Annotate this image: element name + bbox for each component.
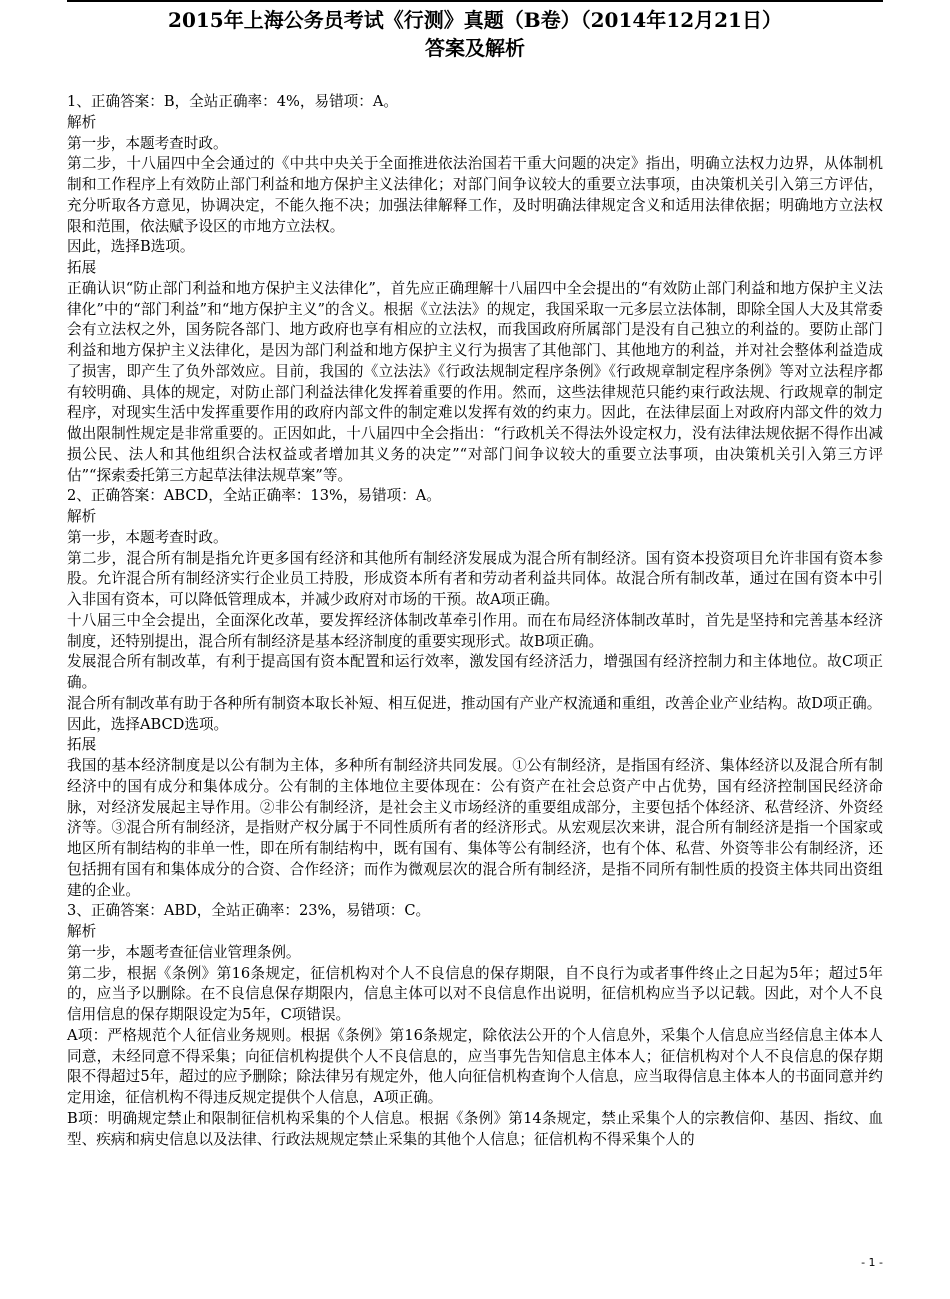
paragraph: 第二步，根据《条例》第16条规定，征信机构对个人不良信息的保存期限，自不良行为或者事件终止之日起为5年；超过5年的，应当予以删除。在不良信息保存期限内，信息主体可以对不良信息作出说明，征信机构应当予以记载。因此，对个人不良信用信息的保存期限设定为5年，C项错误。 (67, 964, 883, 1023)
page-title: 2015年上海公务员考试《行测》真题（B卷）（2014年12月21日） (168, 8, 782, 32)
paragraph: 第二步，十八届四中全会通过的《中共中央关于全面推进依法治国若干重大问题的决定》指出，明确立法权力边界，从体制机制和工作程序上有效防止部门利益和地方保护主义法律化；对部门间争议较大的重要立法事项，由决策机关引入第三方评估，充分听取各方意见，协调决定，不能久拖不决；加强法律解释工作，及时明确法律规定含义和适用法律依据；明确地方立法权限和范围，依法赋予设区的市地方立法权。 (67, 155, 883, 235)
paragraph: 正确认识“防止部门利益和地方保护主义法律化”，首先应正确理解十八届四中全会提出的“有效防止部门利益和地方保护主义法律化”中的“部门利益”和“地方保护主义”的含义。根据《立法法》的规定，我国采取一元多层立法体制，即除全国人大及其常委会有立法权之外，国务院各部门、地方政府也享有相应的立法权，而我国政府所属部门是没有自己独立的利益的。要防止部门利益和地方保护主义法律化，是因为部门利益和地方保护主义行为损害了其他部门、其他地方的利益，并对社会整体利益造成了损害，即产生了负外部效应。目前，我国的《立法法》《行政法规制定程序条例》《行政规章制定程序条例》等对立法程序都有较明确、具体的规定，对防止部门利益法律化发挥着重要的作用。然而，这些法律规范只能约束行政法规、行政规章的制定程序，对现实生活中发挥重要作用的政府内部文件的制定难以发挥有效的约束力。因此，在法律层面上对政府内部文件的效力做出限制性规定是非常重要的。正因如此，十八届四中全会指出：“行政机关不得法外设定权力，没有法律法规依据不得作出减损公民、法人和其他组织合法权益或者增加其义务的决定”“对部门间争议较大的重要立法事项，由决策机关引入第三方评估”“探索委托第三方起草法律法规草案”等。 (67, 279, 883, 484)
section-label-extension: 拓展 (67, 259, 97, 276)
paragraph: B项：明确规定禁止和限制征信机构采集的个人信息。根据《条例》第14条规定，禁止采集个人的宗教信仰、基因、指纹、血型、疾病和病史信息以及法律、行政法规规定禁止采集的其他个人信息；征信机构不得采集个人的 (67, 1109, 883, 1148)
answer-1-header: 1、正确答案：B，全站正确率：4%，易错项：A。 (67, 93, 398, 110)
section-label-analysis: 解析 (67, 508, 97, 525)
paragraph: 混合所有制改革有助于各种所有制资本取长补短、相互促进，推动国有产业产权流通和重组，改善企业产业结构。故D项正确。 (67, 694, 882, 712)
page-subtitle: 答案及解析 (425, 36, 525, 60)
paragraph: 第一步，本题考查征信业管理条例。 (67, 943, 301, 961)
paragraph: A项：严格规范个人征信业务规则。根据《条例》第16条规定，除依法公开的个人信息外，采集个人信息应当经信息主体本人同意，未经同意不得采集；向征信机构提供个人不良信息的，应当事先告知信息主体本人；征信机构对个人不良信息的保存期限不得超过5年，超过的应予删除；除法律另有规定外，他人向征信机构查询个人信息，应当取得信息主体本人的书面同意并约定用途，征信机构不得违反规定提供个人信息，A项正确。 (67, 1026, 883, 1106)
paragraph: 我国的基本经济制度是以公有制为主体，多种所有制经济共同发展。①公有制经济，是指国有经济、集体经济以及混合所有制经济中的国有成分和集体成分。公有制的主体地位主要体现在：公有资产在社会总资产中占优势，国有经济控制国民经济命脉，对经济发展起主导作用。②非公有制经济，是社会主义市场经济的重要组成部分，主要包括个体经济、私营经济、外资经济等。③混合所有制经济，是指财产权分属于不同性质所有者的经济形式。从宏观层次来讲，混合所有制经济是指一个国家或地区所有制结构的非单一性，即在所有制结构中，既有国有、集体等公有制经济，也有个体、私营、外资等非公有制经济，还包括拥有国有和集体成分的合资、合作经济；而作为微观层次的混合所有制经济，是指不同所有制性质的投资主体共同出资组建的企业。 (67, 757, 883, 899)
paragraph: 因此，选择ABCD选项。 (67, 715, 229, 733)
page-number: - 1 - (861, 1256, 883, 1269)
paragraph: 第一步，本题考查时政。 (67, 528, 228, 546)
paragraph: 发展混合所有制改革，有利于提高国有资本配置和运行效率，激发国有经济活力，增强国有经济控制力和主体地位。故C项正确。 (67, 653, 883, 691)
section-label-analysis: 解析 (67, 113, 97, 131)
answer-3-header: 3、正确答案：ABD，全站正确率：23%，易错项：C。 (67, 902, 431, 920)
document-page (67, 6, 883, 1150)
section-label-extension: 拓展 (67, 736, 97, 754)
paragraph: 第一步，本题考查时政。 (67, 134, 228, 152)
answer-2-header: 2、正确答案：ABCD，全站正确率：13%，易错项：A。 (67, 487, 441, 505)
paragraph: 因此，选择B选项。 (67, 238, 195, 256)
paragraph: 第二步，混合所有制是指允许更多国有经济和其他所有制经济发展成为混合所有制经济。国有资本投资项目允许非国有资本参股。允许混合所有制经济实行企业员工持股，形成资本所有者和劳动者利益共同体。故混合所有制改革，通过在国有资本中引入非国有资本，可以降低管理成本，并减少政府对市场的干预。故A项正确。 (67, 549, 883, 608)
top-rule (67, 0, 883, 2)
section-label-analysis: 解析 (67, 923, 97, 940)
paragraph: 十八届三中全会提出，全面深化改革，要发挥经济体制改革牵引作用。而在布局经济体制改革时，首先是坚持和完善基本经济制度，还特别提出，混合所有制经济是基本经济制度的重要实现形式。故B项正确。 (67, 611, 883, 650)
document-body (67, 92, 883, 1150)
